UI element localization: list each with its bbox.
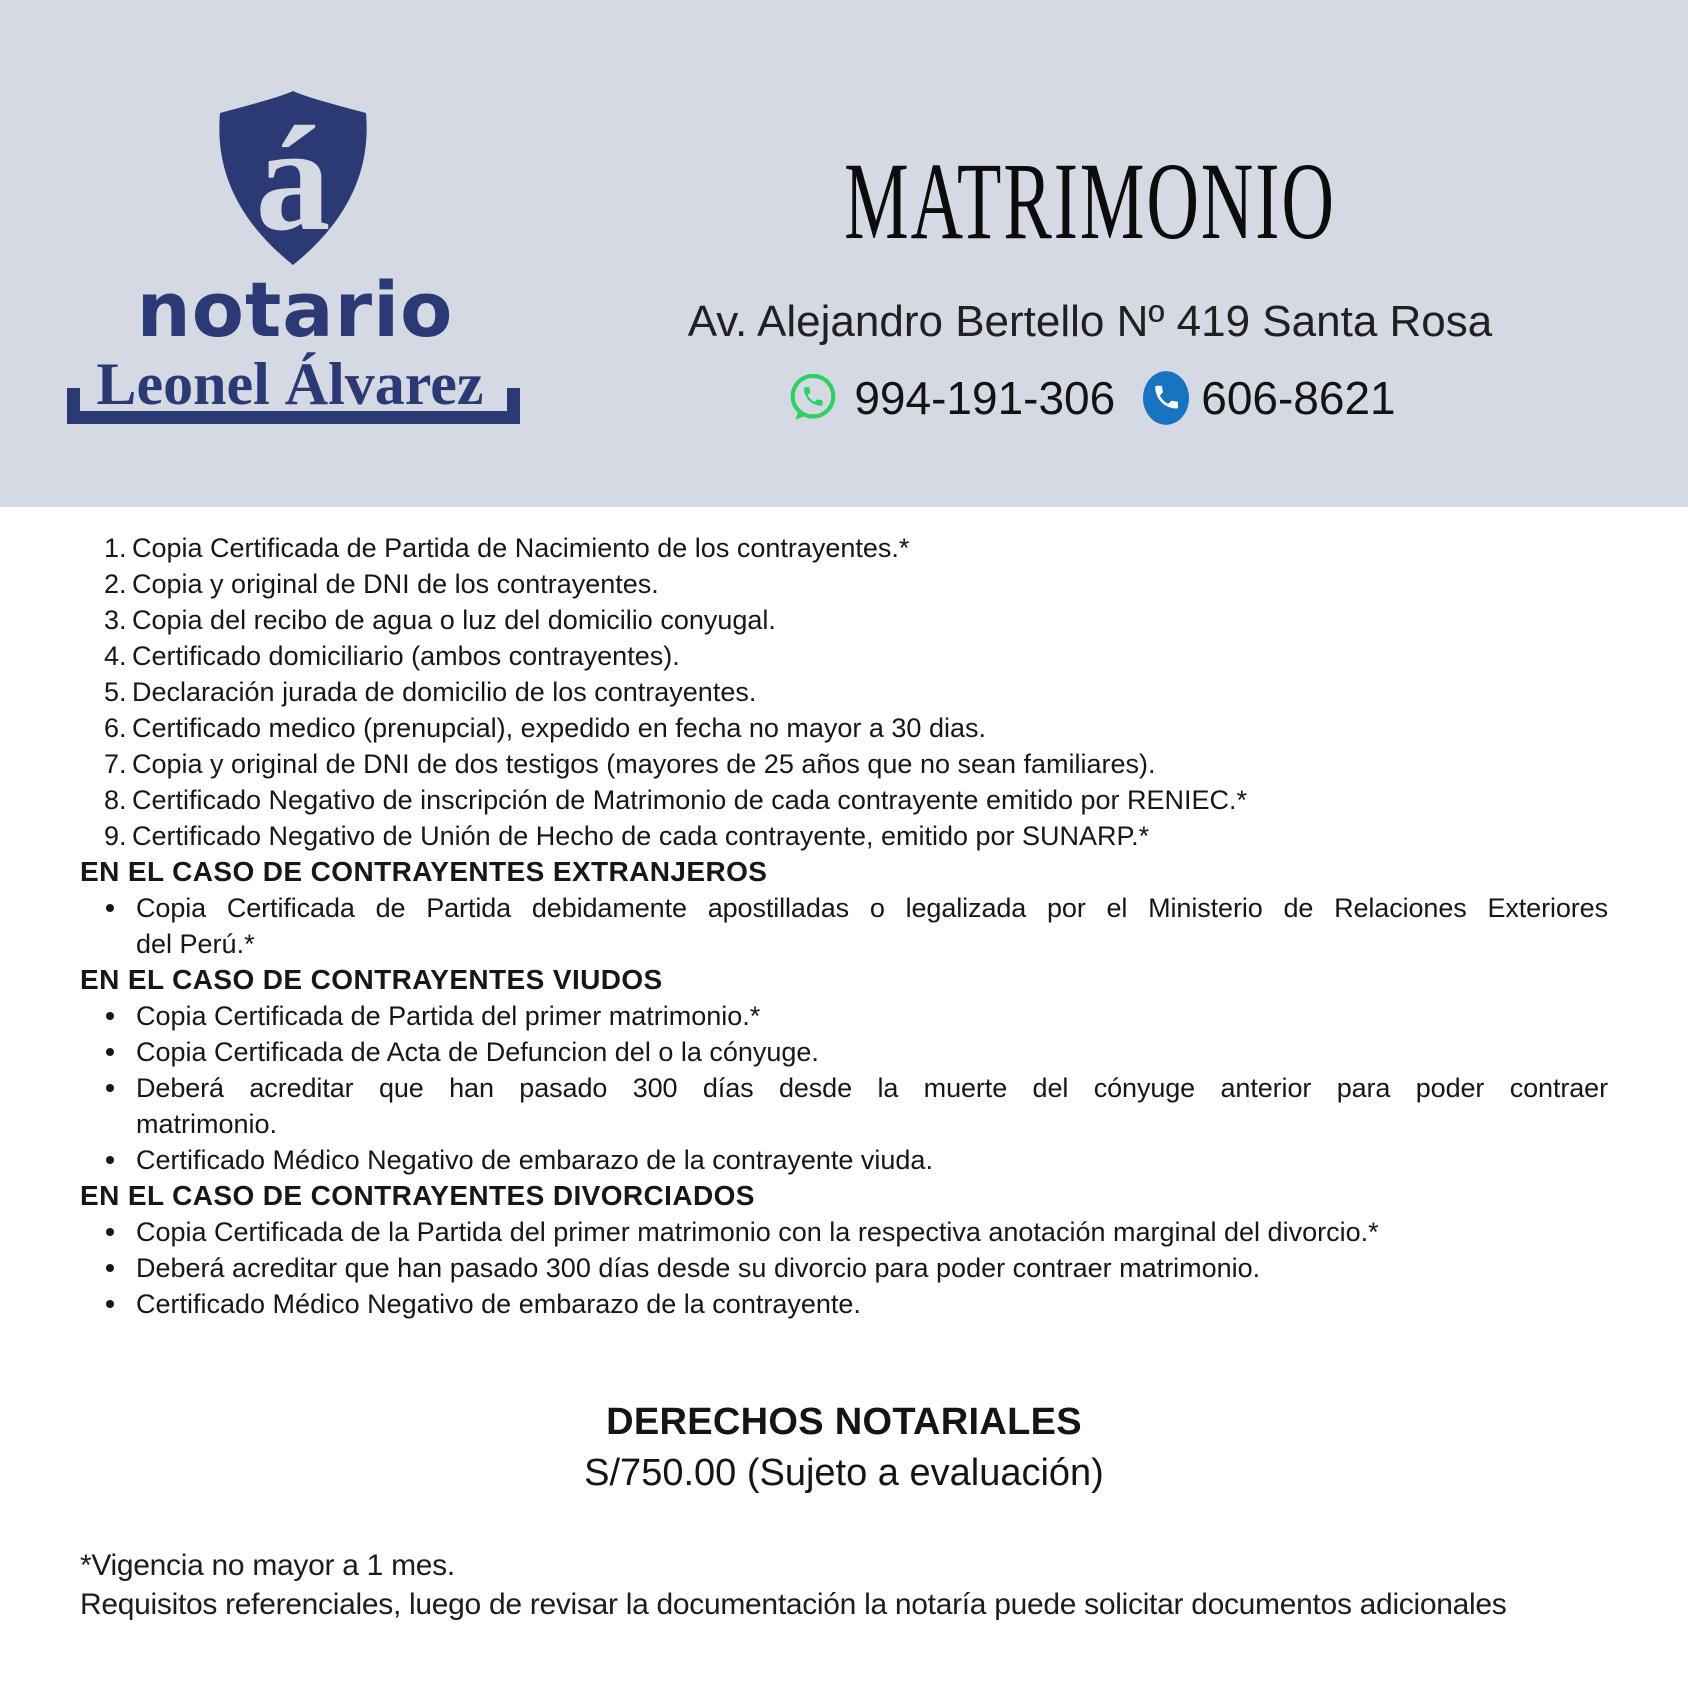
item-number: 6. — [104, 713, 127, 743]
logo-monogram: á — [255, 96, 331, 262]
bullet-line: Copia Certificada de Acta de Defuncion del o la cónyuge. — [136, 1037, 819, 1067]
header-band — [0, 0, 1688, 507]
bullet-line: matrimonio. — [136, 1109, 278, 1139]
item-text: Copia Certificada de Partida de Nacimiento de los contrayentes.* — [132, 533, 910, 563]
bullet-text — [136, 890, 1608, 962]
bullet-dot-icon — [106, 1156, 114, 1164]
bullet-item — [80, 890, 1608, 962]
item-number: 1. — [104, 533, 127, 563]
item-number: 5. — [104, 677, 127, 707]
bullet-text — [136, 1070, 1608, 1142]
item-text: Copia y original de DNI de los contrayentes. — [132, 569, 659, 599]
bullet-text — [136, 1142, 1608, 1178]
bullet-line: Copia Certificada de Partida del primer matrimonio.* — [136, 1001, 761, 1031]
whatsapp-number: 994-191-306 — [854, 372, 1116, 424]
notary-name: Leonel Álvarez — [96, 351, 484, 417]
section-heading-divorciados: EN EL CASO DE CONTRAYENTES DIVORCIADOS — [80, 1180, 755, 1211]
requirement-item — [80, 782, 1608, 818]
bullet-text — [136, 998, 1608, 1034]
bullet-dot-icon — [106, 1300, 114, 1308]
item-text: Certificado medico (prenupcial), expedido en fecha no mayor a 30 dias. — [132, 713, 986, 743]
section-heading-extranjeros: EN EL CASO DE CONTRAYENTES EXTRANJEROS — [80, 856, 768, 887]
bullet-dot-icon — [106, 1012, 114, 1020]
footnote-line: Requisitos referenciales, luego de revisar la documentación la notaría puede solicitar documentos adicionales — [80, 1588, 1507, 1621]
item-text: Copia y original de DNI de dos testigos (mayores de 25 años que no sean familiares). — [132, 749, 1156, 779]
requirement-item — [80, 638, 1608, 674]
bullet-line: Copia Certificada de Partida debidamente apostilladas o legalizada por el Ministerio de Relaciones Exteriores — [136, 893, 1608, 923]
footnote-line: *Vigencia no mayor a 1 mes. — [80, 1549, 455, 1582]
bracket-underline — [67, 388, 520, 424]
landline-number: 606-8621 — [1201, 372, 1396, 424]
bullet-text — [136, 1250, 1608, 1286]
requirement-item — [80, 710, 1608, 746]
bullet-dot-icon — [106, 1264, 114, 1272]
logo-brand-text: notario — [136, 265, 454, 354]
bullet-line: Deberá acreditar que han pasado 300 días desde su divorcio para poder contraer matrimonio. — [136, 1253, 1261, 1283]
requirement-item — [80, 818, 1608, 854]
bullet-dot-icon — [106, 1048, 114, 1056]
header-right-column — [500, 142, 1680, 427]
item-number: 2. — [104, 569, 127, 599]
item-number: 8. — [104, 785, 127, 815]
requirement-item — [80, 530, 1608, 566]
item-number: 4. — [104, 641, 127, 671]
bullet-text — [136, 1034, 1608, 1070]
fees-block — [0, 1400, 1688, 1496]
item-number: 7. — [104, 749, 127, 779]
requirement-item — [80, 566, 1608, 602]
bullet-line: Copia Certificada de la Partida del primer matrimonio con la respectiva anotación marginal del divorcio.* — [136, 1217, 1379, 1247]
item-number: 3. — [104, 605, 127, 635]
bullet-text — [136, 1286, 1608, 1322]
requirement-item — [80, 674, 1608, 710]
phones-row — [500, 369, 1680, 427]
address-line: Av. Alejandro Bertello Nº 419 Santa Rosa — [687, 297, 1493, 346]
item-text: Declaración jurada de domicilio de los contrayentes. — [132, 677, 757, 707]
bullet-line: Deberá acreditar que han pasado 300 días desde la muerte del cónyuge anterior para poder contraer — [136, 1073, 1608, 1103]
bullet-line: Certificado Médico Negativo de embarazo de la contrayente viuda. — [136, 1145, 933, 1175]
bullet-item — [80, 1070, 1608, 1142]
footnotes — [80, 1546, 1506, 1624]
bullet-dot-icon — [106, 1084, 114, 1092]
phone-icon — [1143, 371, 1189, 425]
bullet-item — [80, 1034, 1608, 1070]
bullet-item — [80, 1142, 1608, 1178]
requirement-item — [80, 602, 1608, 638]
fees-heading: DERECHOS NOTARIALES — [606, 1401, 1082, 1443]
bullet-item — [80, 1250, 1608, 1286]
bullet-item — [80, 1286, 1608, 1322]
item-number: 9. — [104, 821, 127, 851]
item-text: Certificado domiciliario (ambos contrayentes). — [132, 641, 680, 671]
bullet-text — [136, 1214, 1608, 1250]
requirements-block — [80, 530, 1608, 1322]
section-heading-viudos: EN EL CASO DE CONTRAYENTES VIUDOS — [80, 964, 663, 995]
fees-amount: S/750.00 (Sujeto a evaluación) — [584, 1452, 1104, 1494]
bullet-line: Certificado Médico Negativo de embarazo de la contrayente. — [136, 1289, 861, 1319]
requirement-item — [80, 746, 1608, 782]
page-title: MATRIMONIO — [844, 140, 1336, 262]
bullet-dot-icon — [106, 1228, 114, 1236]
item-text: Certificado Negativo de Unión de Hecho de cada contrayente, emitido por SUNARP.* — [132, 821, 1150, 851]
bullet-dot-icon — [106, 904, 114, 912]
item-text: Certificado Negativo de inscripción de Matrimonio de cada contrayente emitido por RENIEC.* — [132, 785, 1248, 815]
bullet-line: del Perú.* — [136, 929, 255, 959]
bullet-item — [80, 1214, 1608, 1250]
whatsapp-icon — [784, 369, 842, 427]
item-text: Copia del recibo de agua o luz del domicilio conyugal. — [132, 605, 776, 635]
bullet-item — [80, 998, 1608, 1034]
